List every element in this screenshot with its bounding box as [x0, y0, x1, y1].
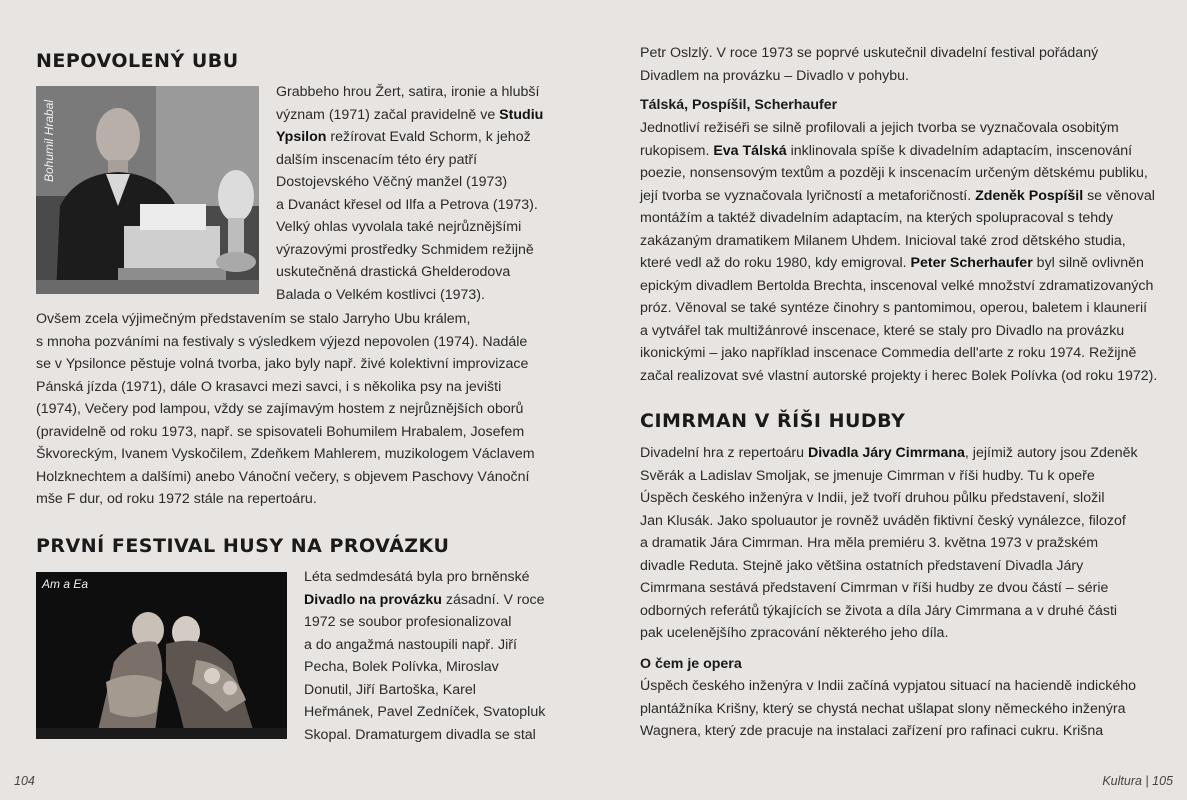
text-line: její tvorba se vyznačovala lyričností a metaforičností. Zdeněk Pospíšil se věnoval	[640, 187, 1155, 204]
text-line: se v Ypsiloncе pěstuje volná tvorba, jako byly např. živé kolektivní improvizace	[36, 356, 529, 372]
section-title-prvni-festival: PRVNÍ FESTIVAL HUSY NA PROVÁZKU	[36, 535, 450, 557]
text-line: Divadelní hra z repertoáru Divadla Járy Cimrmana, jejímiž autory jsou Zdeněk	[640, 445, 1138, 461]
text-line: uskutečněná drastická Ghelderodova	[276, 264, 511, 280]
text-line: Pecha, Bolek Polívka, Miroslav	[304, 659, 499, 675]
text-line: Skopal. Dramaturgem divadla se stal	[304, 726, 536, 743]
text-line: divadle Reduta. Stejně jako většina ostatních představení Divadla Járy	[640, 557, 1084, 574]
text-line: Jednotliví režiséři se silně profilovali a jejich tvorba se vyznačovala osobitým	[640, 120, 1119, 136]
text-line: Heřmánek, Pavel Zedníček, Svatopluk	[304, 704, 546, 720]
text-line: Jan Klusák. Jako spoluautor je rovněž uváděn fiktivní český vynálezce, filozof	[640, 512, 1126, 529]
text-line: pak ucelenějšího zpracování některého jeho díla.	[640, 625, 949, 641]
photo-caption-hrabal: Bohumil Hrabal	[42, 99, 56, 182]
text-line: Petr Oslzlý. V roce 1973 se poprvé uskutečnil divadelní festival pořádaný	[640, 45, 1099, 61]
text-line: poezie, nonsensovým textům a později k inscenacím určeným dětskému publiku,	[640, 165, 1148, 181]
right-page	[594, 0, 1187, 800]
text-line: Divadlem na provázku – Divadlo v pohybu.	[640, 67, 909, 84]
text-line: Ypsilon režírovat Evald Schorm, k jehož	[276, 129, 531, 145]
text-line: výrazovými prostředky Schmidem režijně	[276, 241, 534, 258]
photo-illustration	[36, 572, 287, 739]
text-line: Škvoreckým, Ivanem Vyskočilem, Zdeňkem Mahlerem, muzikologem Václavem	[36, 446, 535, 462]
text-line: Úspěch českého inženýra v Indii, jež tvoří druhou půlku představení, složil	[640, 490, 1105, 506]
photo-am-a-ea	[36, 572, 287, 739]
text-line: význam (1971) začal pravidelně ve Studiu	[276, 106, 544, 123]
text-line: Velký ohlas vyvolala také nejrůznějšími	[276, 219, 522, 235]
text-line: plantážníka Krišny, který se chystá nechat ušlapat slony německého inženýra	[640, 700, 1126, 717]
text-line: Divadlo na provázku zásadní. V roce	[304, 591, 545, 608]
subhead-o-cem-je-opera: O čem je opera	[640, 656, 742, 672]
text-line: a vytvářel tak multižánrové inscenace, které se staly pro Divadlo na provázku	[640, 322, 1125, 339]
text-line: Cimrmana sestává představení Cimrman v říši hudby ze dvou částí – série	[640, 580, 1109, 596]
text-line: Donutil, Jiří Bartoška, Karel	[304, 681, 476, 698]
text-line: (1974), Večery pod lampou, vždy se zajímavým hostem z nejrůznějších oborů	[36, 401, 524, 417]
subhead-talska: Tálská, Pospíšil, Scherhaufer	[640, 97, 838, 113]
text-line: Léta sedmdesátá byla pro brněnské	[304, 569, 530, 585]
section-title-cimrman: CIMRMAN V ŘÍŠI HUDBY	[640, 410, 906, 432]
text-line: próz. Věnoval se také syntéze činohry s pantomimou, operou, baletem i klaunerií	[640, 300, 1148, 316]
text-line: odborných referátů týkajících se života a díla Járy Cimrmana a v druhé části	[640, 602, 1118, 619]
text-line: s mnoha pozváními na festivaly s výsledkem výjezd nepovolen (1974). Nadále	[36, 333, 528, 350]
page-number-left: 104	[14, 774, 35, 788]
text-line: zakázaným dramatikem Milanem Uhdem. Inicioval také zrod dětského studia,	[640, 232, 1126, 249]
page-number-right: Kultura | 105	[1102, 774, 1173, 788]
text-line: Balada o Velkém kostlivci (1973).	[276, 286, 485, 303]
photo-illustration	[36, 86, 259, 294]
text-line: epickým divadlem Bertolda Brechta, inscenoval velké množství zdramatizovaných	[640, 277, 1154, 294]
section1-wrap-text	[276, 81, 552, 306]
right-block3-text	[640, 675, 1170, 743]
text-line: 1972 se soubor profesionalizoval	[304, 614, 512, 630]
text-line: Wagnera, který zde pracuje na instalaci zařízení pro rafinaci cukru. Krišna	[640, 723, 1104, 739]
text-line: Dostojevského Věčný manžel (1973)	[276, 174, 508, 190]
photo-caption-am-a-ea: Am a Ea	[42, 577, 89, 591]
text-line: které vedl až do roku 1980, kdy emigroval. Peter Scherhaufer byl silně ovlivněn	[640, 255, 1144, 271]
text-line: Grabbeho hrou Žert, satira, ironie a hlubší	[276, 84, 540, 100]
text-line: a dramatik Jára Cimrman. Hra měla premiéru 3. května 1973 v pražském	[640, 535, 1099, 551]
text-line: a Dvanáct křesel od Ilfa a Petrova (1973).	[276, 196, 538, 213]
text-line: Pánská jízda (1971), dále O krasavci mezi savci, i s několika psy na jevišti	[36, 378, 502, 395]
photo-bohumil-hrabal	[36, 86, 259, 294]
text-line: dalším inscenacím této éry patří	[276, 151, 478, 168]
text-line: montážím a taktéž divadelním adaptacím, na kterých spolupracoval s tehdy	[640, 210, 1114, 226]
text-line: a do angažmá nastoupili např. Jiří	[304, 636, 517, 653]
section2-wrap-text	[304, 566, 560, 746]
text-line: mše F dur, od roku 1972 stále na repertoáru.	[36, 491, 317, 507]
right-intro-text	[640, 42, 1170, 87]
text-line: Holzknechtem a dalšími) anebo Vánoční večery, s objevem Paschovy Vánoční	[36, 468, 530, 485]
section1-full-text	[36, 308, 556, 511]
right-block1-text	[640, 117, 1170, 387]
left-page	[0, 0, 593, 800]
text-line: rukopisem. Eva Tálská inklinovala spíše k divadelním adaptacím, inscenování	[640, 142, 1133, 159]
text-line: Úspěch českého inženýra v Indii začíná vypjatou situací na haciendě indického	[640, 678, 1137, 694]
text-line: Svěrák a Ladislav Smoljak, se jmenuje Cimrman v říši hudby. Tu k opeře	[640, 467, 1095, 484]
text-line: Ovšem zcela výjimečným představením se stalo Jarryho Ubu králem,	[36, 311, 471, 327]
section-title-nepovoleny-ubu: NEPOVOLENÝ UBU	[36, 50, 239, 72]
right-block2-text	[640, 442, 1170, 645]
text-line: ikonickými – jako například inscenace Commedia dell'arte z roku 1974. Režijně	[640, 345, 1137, 361]
text-line: (pravidelně od roku 1973, např. se spisovateli Bohumilem Hrabalem, Josefem	[36, 423, 525, 440]
text-line: začal realizovat své vlastní autorské projekty i herec Bolek Polívka (od roku 1972).	[640, 367, 1158, 384]
